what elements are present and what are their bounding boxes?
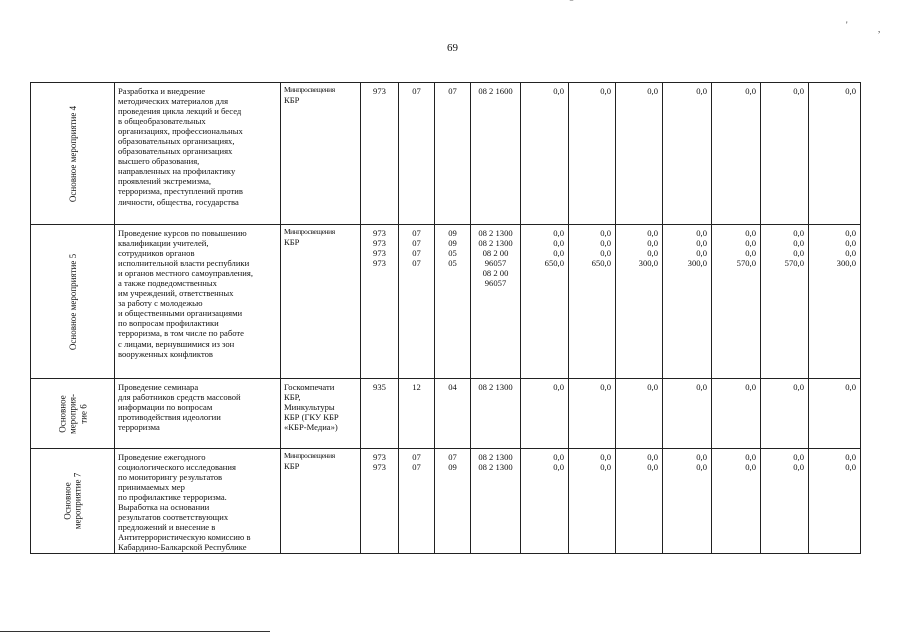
activity-description: Проведение курсов по повышению квалификации учителей, сотрудников органов исполнительной власти республики и органов местного самоуправления, а также подведомственных им учреждений, ответственных за работу с молодежью и общественными организациями по вопросам профилактики терроризма, в том числе по работе с лицами, вернувшимися из зон вооруженных конфликтов [115, 225, 281, 379]
value-cell: 0,0 [569, 379, 616, 449]
value-cell: 0,0 0,0 [521, 449, 569, 554]
executor-condensed: Минпросвещения [284, 451, 335, 460]
grbs-code: 935 [361, 379, 399, 449]
activity-description: Разработка и внедрение методических материалов для проведения цикла лекций и бесед в общеобразовательных организациях, профессиональных образовательных организациях, образовательных организациях высшего образования, направленных на профилактику проявлений экстремизма, терроризма, преступлений против личности, общества, государства [115, 83, 281, 225]
value-cell: 0,0 0,0 [569, 449, 616, 554]
value-cell: 0,0 0,0 [809, 449, 861, 554]
activity-label-cell [31, 225, 115, 379]
value-cell: 0,0 [761, 379, 809, 449]
value-cell: 0,0 0,0 0,0 650,0 [521, 225, 569, 379]
activity-label-cell [31, 379, 115, 449]
value-cell: 0,0 [761, 83, 809, 225]
activity-label: Основное мероприятие 7 [62, 473, 83, 530]
grbs-code: 973 973 [361, 449, 399, 554]
value-cell: 0,0 0,0 0,0 300,0 [663, 225, 712, 379]
executor-rest: КБР [284, 460, 300, 471]
page-number: 69 [447, 42, 458, 54]
rz-code: 07 07 [399, 449, 435, 554]
activity-label: Основное мероприя- тие 6 [56, 393, 88, 434]
value-cell: 0,0 [712, 83, 761, 225]
pr-code: 07 [435, 83, 471, 225]
executor-condensed: Минпросвещения [284, 85, 335, 94]
csr-code: 08 2 1300 08 2 1300 [471, 449, 521, 554]
value-cell: 0,0 [521, 83, 569, 225]
scan-mark-right-1: ' [846, 20, 848, 30]
value-cell: 0,0 [663, 83, 712, 225]
activity-description: Проведение семинара для работников средств массовой информации по вопросам противодействия идеологии терроризма [115, 379, 281, 449]
scan-mark-right-2: , [878, 24, 881, 34]
value-cell: 0,0 0,0 0,0 300,0 [809, 225, 861, 379]
activity-executor [281, 449, 361, 554]
value-cell: 0,0 0,0 0,0 300,0 [616, 225, 663, 379]
csr-code: 08 2 1300 08 2 1300 08 2 00 96057 08 2 00 96057 [471, 225, 521, 379]
value-cell: 0,0 0,0 0,0 650,0 [569, 225, 616, 379]
activity-executor [281, 225, 361, 379]
value-cell: 0,0 0,0 [712, 449, 761, 554]
rz-code: 07 [399, 83, 435, 225]
value-cell: 0,0 0,0 0,0 570,0 [712, 225, 761, 379]
executor-rest: КБР [284, 94, 300, 105]
value-cell: 0,0 0,0 [616, 449, 663, 554]
value-cell: 0,0 [809, 83, 861, 225]
value-cell: 0,0 [569, 83, 616, 225]
pr-code: 04 [435, 379, 471, 449]
table-row [31, 379, 861, 449]
pr-code: 07 09 [435, 449, 471, 554]
table-row [31, 225, 861, 379]
pr-code: 09 09 05 05 [435, 225, 471, 379]
rz-code: 07 07 07 07 [399, 225, 435, 379]
value-cell: 0,0 [809, 379, 861, 449]
value-cell: 0,0 [663, 379, 712, 449]
scan-mark-top: ‾ [570, 0, 573, 10]
value-cell: 0,0 0,0 [761, 449, 809, 554]
executor-rest: Госкомпечати КБР, Минкультуры КБР (ГКУ КБР «КБР-Медиа») [284, 382, 339, 433]
activity-description: Проведение ежегодного социологического исследования по мониторингу результатов принимаемых мер по профилактике терроризма. Выработка на основании результатов соответствующих предложений и внесение в Антитеррористическую комиссию в Кабардино-Балкарской Республике [115, 449, 281, 554]
value-cell: 0,0 0,0 [663, 449, 712, 554]
activity-label: Основное мероприятие 5 [67, 253, 78, 350]
table-row [31, 449, 861, 554]
grbs-code: 973 [361, 83, 399, 225]
executor-condensed: Минпросвещения [284, 227, 335, 236]
footer-rule [0, 631, 270, 632]
table-row [31, 83, 861, 225]
value-cell: 0,0 0,0 0,0 570,0 [761, 225, 809, 379]
value-cell: 0,0 [712, 379, 761, 449]
value-cell: 0,0 [616, 379, 663, 449]
activity-executor [281, 83, 361, 225]
value-cell: 0,0 [521, 379, 569, 449]
executor-rest: КБР [284, 236, 300, 247]
activity-label-cell [31, 449, 115, 554]
activity-label: Основное мероприятие 4 [67, 105, 78, 202]
csr-code: 08 2 1300 [471, 379, 521, 449]
program-activities-table [30, 82, 861, 554]
value-cell: 0,0 [616, 83, 663, 225]
csr-code: 08 2 1600 [471, 83, 521, 225]
rz-code: 12 [399, 379, 435, 449]
activity-label-cell [31, 83, 115, 225]
grbs-code: 973 973 973 973 [361, 225, 399, 379]
activity-executor [281, 379, 361, 449]
